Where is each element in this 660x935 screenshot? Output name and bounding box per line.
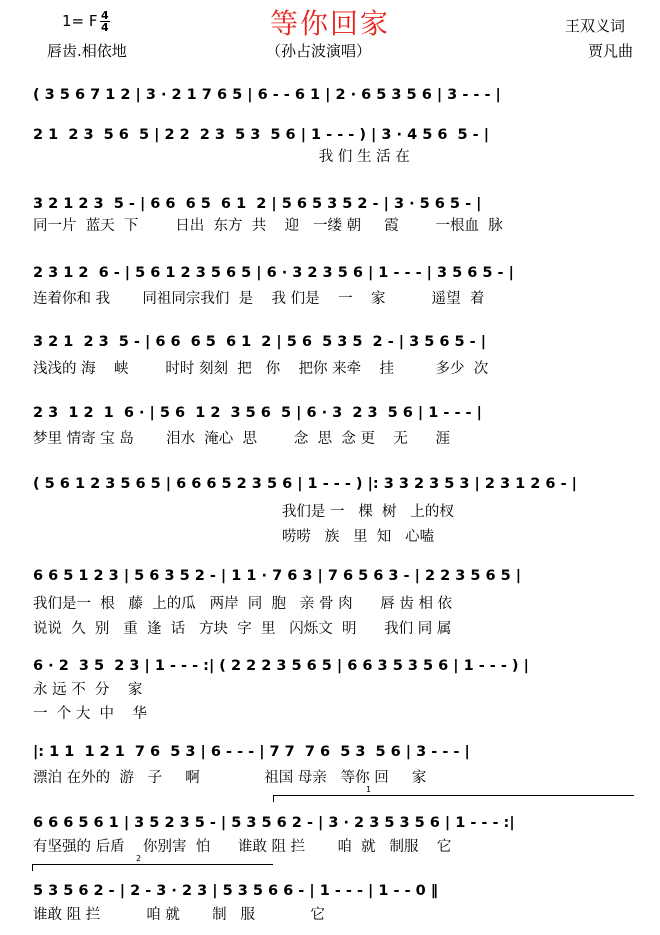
lyric-line: 连着你和 我 同祖同宗我们 是 我 们是 一 家 遥望 着 bbox=[33, 291, 485, 307]
lyric-line: 永 远 不 分 家 bbox=[33, 682, 143, 698]
notation-line: ( 5 6 1 2 3 5 6 5 | 6 6 6 5 2 3 5 6 | 1 - - - ) |: 3 3 2 3 5 3 | 2 3 1 2 6 - | bbox=[33, 476, 577, 492]
notation-line: 3 2 1 2 3 5 - | 6 6 6 5 6 1 2 | 5 6 5 3 5 2 - | 3 · 5 6 5 - | bbox=[33, 196, 482, 212]
lyric-line: 同一片 蓝天 下 日出 东方 共 迎 一缕 朝 霞 一根血 脉 bbox=[33, 218, 503, 234]
notation-line: 3 2 1 2 3 5 - | 6 6 6 5 6 1 2 | 5 6 5 3 5 2 - | 3 5 6 5 - | bbox=[33, 334, 487, 350]
notation-line: 6 · 2 3 5 2 3 | 1 - - - :| ( 2 2 2 3 5 6 5 | 6 6 3 5 3 5 6 | 1 - - - ) | bbox=[33, 658, 529, 674]
volta-bracket-2 bbox=[32, 864, 273, 871]
volta-number-1: 1 bbox=[366, 785, 372, 794]
notation-line: 2 1 2 3 5 6 5 | 2 2 2 3 5 3 5 6 | 1 - - - ) | 3 · 4 5 6 5 - | bbox=[33, 127, 490, 143]
singer-credit: （孙占波演唱） bbox=[266, 42, 372, 60]
notation-line: |: 1 1 1 2 1 7 6 5 3 | 6 - - - | 7 7 7 6 5 3 5 6 | 3 - - - | bbox=[33, 744, 470, 760]
notation-line: 2 3 1 2 6 - | 5 6 1 2 3 5 6 5 | 6 · 3 2 3 5 6 | 1 - - - | 3 5 6 5 - | bbox=[33, 265, 514, 281]
song-title: 等你回家 bbox=[269, 7, 390, 40]
notation-line: 6 6 5 1 2 3 | 5 6 3 5 2 - | 1 1 · 7 6 3 | 7 6 5 6 3 - | 2 2 3 5 6 5 | bbox=[33, 568, 522, 584]
composer-credit: 贾凡曲 bbox=[588, 42, 634, 60]
notation-line: 2 3 1 2 1 6 · | 5 6 1 2 3 5 6 5 | 6 · 3 2 3 5 6 | 1 - - - | bbox=[33, 405, 482, 421]
lyricist-credit: 王双义词 bbox=[565, 17, 626, 35]
notation-line: ( 3 5 6 7 1 2 | 3 · 2 1 7 6 5 | 6 - - 6 1 | 2 · 6 5 3 5 6 | 3 - - - | bbox=[33, 87, 501, 103]
time-signature: $\frac{4}{4}$ bbox=[101, 9, 109, 34]
volta-number-2: 2 bbox=[136, 854, 142, 863]
lyric-line: 谁敢 阻 拦 咱 就 制 服 它 bbox=[33, 907, 325, 923]
lyric-line: 梦里 情寄 宝 岛 泪水 淹心 思 念 思 念 更 无 涯 bbox=[33, 431, 451, 447]
lyric-line: 浅浅的 海 峡 时时 刻刻 把 你 把你 来牵 挂 多少 次 bbox=[33, 361, 489, 377]
lyric-line: 说说 久 别 重 逢 话 方块 字 里 闪烁文 明 我们 同 属 bbox=[33, 621, 452, 637]
lyric-line: 我们是一 根 藤 上的瓜 两岸 同 胞 亲 骨 肉 唇 齿 相 依 bbox=[33, 596, 453, 612]
key-signature: 1= F bbox=[62, 12, 98, 30]
lyric-line: 一 个 大 中 华 bbox=[33, 706, 147, 722]
lyric-line: 我 们 生 活 在 bbox=[33, 149, 410, 165]
notation-line: 6 6 6 5 6 1 | 3 5 2 3 5 - | 5 3 5 6 2 - | 3 · 2 3 5 3 5 6 | 1 - - - :| bbox=[33, 815, 515, 831]
lyric-line: 有坚强的 后盾 你别害 怕 谁敢 阻 拦 咱 就 制服 它 bbox=[33, 839, 452, 855]
notation-line: 5 3 5 6 2 - | 2 - 3 · 2 3 | 5 3 5 6 6 - | 1 - - - | 1 - - 0 ‖ bbox=[33, 883, 439, 899]
lyric-line: 我们是 一 棵 树 上的杈 bbox=[33, 504, 454, 520]
lyric-line: 漂泊 在外的 游 子 啊 祖国 母亲 等你 回 家 bbox=[33, 770, 427, 786]
volta-bracket-1 bbox=[273, 795, 634, 802]
subtitle-left: 唇齿.相依地 bbox=[47, 42, 127, 60]
lyric-line: 唠唠 族 里 知 心嗑 bbox=[33, 529, 435, 545]
